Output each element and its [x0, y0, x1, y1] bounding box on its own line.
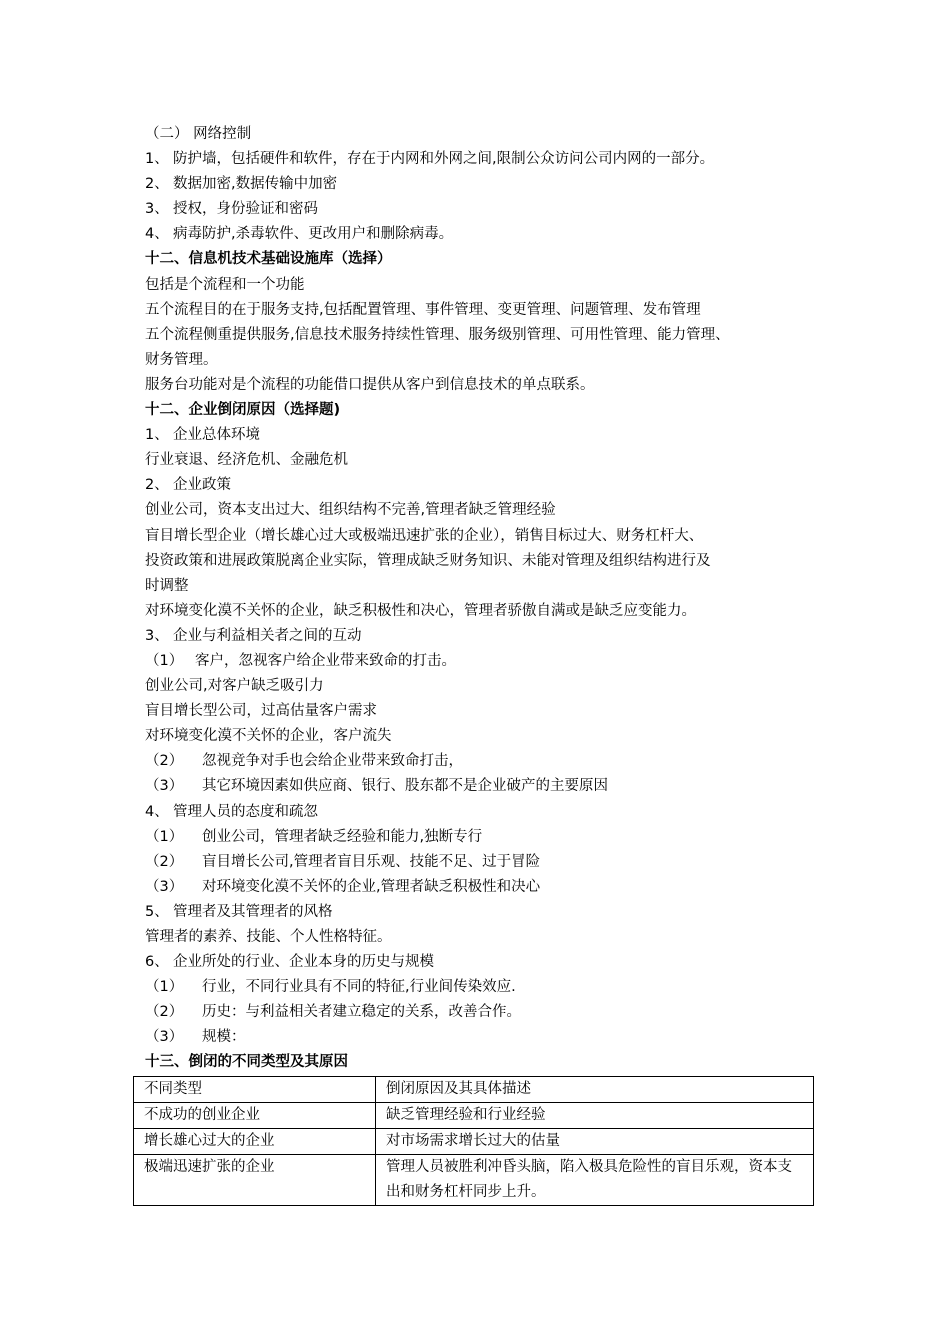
- item-text: 客户，忽视客户给企业带来致命的打击。: [195, 652, 456, 669]
- list-number: 6、: [145, 954, 169, 971]
- list-number: 1、: [145, 427, 169, 444]
- list-text: 数据加密,数据传输中加密: [173, 176, 338, 193]
- table-header-cell: 不同类型: [134, 1076, 376, 1102]
- item-text: 其它环境因素如供应商、银行、股东都不是企业破产的主要原因: [202, 778, 608, 795]
- subsection-title-text: 企业所处的行业、企业本身的历史与规模: [173, 954, 434, 971]
- list-number: 3、: [145, 201, 169, 218]
- subsection-title: [145, 473, 825, 498]
- list-number: 4、: [145, 803, 169, 820]
- subsection-title: [145, 423, 825, 448]
- section-heading-itil: 十二、信息机技术基础设施库（选择）: [145, 251, 392, 268]
- subsection-title: [145, 624, 825, 649]
- paragraph: 包括是个流程和一个功能: [145, 276, 305, 293]
- list-item: [145, 147, 825, 172]
- item-text: 盲目增长公司,管理者盲目乐观、技能不足、过于冒险: [202, 853, 541, 870]
- item-text: 行业，不同行业具有不同的特征,行业间传染效应.: [202, 979, 516, 996]
- table-row: [134, 1102, 814, 1128]
- item-number: （3）: [145, 1029, 184, 1046]
- list-number: 2、: [145, 477, 169, 494]
- table-header-cell: 倒闭原因及其具体描述: [376, 1076, 814, 1102]
- numbered-item: [145, 825, 825, 850]
- table-row: [134, 1128, 814, 1154]
- subsection-title: [145, 800, 825, 825]
- paragraph: 创业公司,对客户缺乏吸引力: [145, 678, 324, 695]
- numbered-item: [145, 875, 825, 900]
- section-heading-failure-types: 十三、倒闭的不同类型及其原因: [145, 1054, 348, 1071]
- item-number: （1）: [145, 652, 184, 669]
- paragraph: 投资政策和进展政策脱离企业实际，管理成缺乏财务知识、未能对管理及组织结构进行及: [145, 552, 711, 569]
- list-number: 2、: [145, 176, 169, 193]
- list-text: 病毒防护,杀毒软件、更改用户和删除病毒。: [173, 226, 454, 243]
- list-item: [145, 172, 825, 197]
- subsection-title: [145, 950, 825, 975]
- paragraph: 对环境变化漠不关怀的企业，缺乏积极性和决心，管理者骄傲自满或是缺乏应变能力。: [145, 602, 696, 619]
- table-header-row: [134, 1076, 814, 1102]
- numbered-item: [145, 850, 825, 875]
- paragraph: 五个流程目的在于服务支持,包括配置管理、事件管理、变更管理、问题管理、发布管理: [145, 301, 701, 318]
- list-text: 授权，身份验证和密码: [173, 201, 318, 218]
- item-text: 创业公司，管理者缺乏经验和能力,独断专行: [202, 828, 483, 845]
- item-number: （3）: [145, 778, 184, 795]
- list-item: [145, 222, 825, 247]
- item-text: 忽视竞争对手也会给企业带来致命打击，: [202, 753, 463, 770]
- list-number: 3、: [145, 627, 169, 644]
- list-number: 1、: [145, 151, 169, 168]
- paragraph: 财务管理。: [145, 351, 218, 368]
- paragraph: 对环境变化漠不关怀的企业，客户流失: [145, 728, 392, 745]
- item-text: 规模：: [202, 1029, 246, 1046]
- table-cell: 极端迅速扩张的企业: [134, 1154, 376, 1205]
- item-number: （3）: [145, 878, 184, 895]
- list-item: [145, 197, 825, 222]
- paragraph: 盲目增长型企业（增长雄心过大或极端迅速扩张的企业），销售目标过大、财务杠杆大、: [145, 527, 704, 544]
- paragraph: 五个流程侧重提供服务,信息技术服务持续性管理、服务级别管理、可用性管理、能力管理、: [145, 326, 730, 343]
- section-title-network-control: [145, 122, 825, 147]
- paragraph: 时调整: [145, 577, 189, 594]
- paragraph: 管理者的素养、技能、个人性格特征。: [145, 929, 392, 945]
- item-number: （1）: [145, 828, 184, 845]
- table-row: [134, 1154, 814, 1205]
- table-cell: 不成功的创业企业: [134, 1102, 376, 1128]
- subsection-title-text: 企业与利益相关者之间的互动: [173, 627, 362, 644]
- item-number: （2）: [145, 1004, 184, 1021]
- numbered-item: [145, 749, 825, 774]
- subsection-title-text: 管理人员的态度和疏忽: [173, 803, 318, 820]
- item-number: （2）: [145, 753, 184, 770]
- item-text: 对环境变化漠不关怀的企业,管理者缺乏积极性和决心: [202, 878, 541, 895]
- numbered-item: [145, 1025, 825, 1050]
- subsection-title-text: 企业总体环境: [173, 427, 260, 444]
- paragraph: 服务台功能对是个流程的功能借口提供从客户到信息技术的单点联系。: [145, 376, 595, 393]
- list-text: 防护墙，包括硬件和软件，存在于内网和外网之间,限制公众访问公司内网的一部分。: [173, 151, 715, 168]
- document-page: [145, 122, 825, 1206]
- section-title-text: （二） 网络控制: [145, 126, 252, 142]
- item-number: （1）: [145, 979, 184, 996]
- subsection-title-text: 管理者及其管理者的风格: [173, 903, 333, 920]
- table-cell: 缺乏管理经验和行业经验: [376, 1102, 814, 1128]
- list-number: 4、: [145, 226, 169, 243]
- failure-types-table: [133, 1076, 814, 1206]
- section-heading-failure-reasons: 十二、企业倒闭原因（选择题): [145, 402, 341, 419]
- paragraph: 盲目增长型公司，过高估量客户需求: [145, 703, 377, 720]
- numbered-item: [145, 1000, 825, 1025]
- paragraph: 行业衰退、经济危机、金融危机: [145, 452, 348, 469]
- paragraph: 创业公司，资本支出过大、组织结构不完善,管理者缺乏管理经验: [145, 502, 556, 519]
- table-cell: 对市场需求增长过大的估量: [376, 1128, 814, 1154]
- item-text: 历史：与利益相关者建立稳定的关系，改善合作。: [202, 1004, 521, 1021]
- subsection-title: [145, 900, 825, 925]
- numbered-item: [145, 649, 825, 674]
- numbered-item: [145, 774, 825, 799]
- subsection-title-text: 企业政策: [173, 477, 231, 494]
- item-number: （2）: [145, 853, 184, 870]
- list-number: 5、: [145, 903, 169, 920]
- table-cell: 管理人员被胜利冲昏头脑，陷入极具危险性的盲目乐观，资本支出和财务杠杆同步上升。: [376, 1154, 814, 1205]
- table-cell: 增长雄心过大的企业: [134, 1128, 376, 1154]
- numbered-item: [145, 975, 825, 1000]
